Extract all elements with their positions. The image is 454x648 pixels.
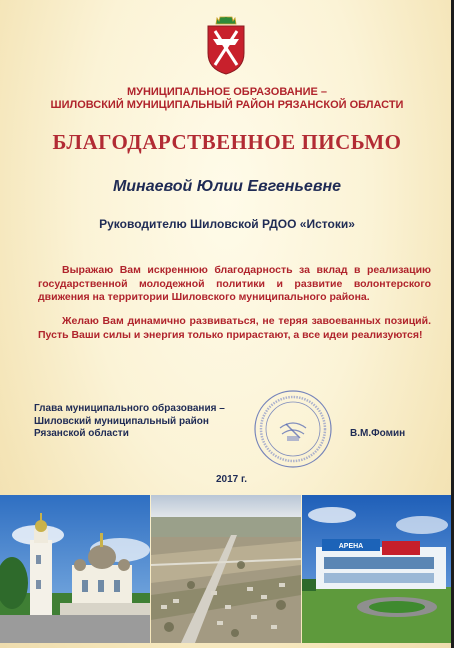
signature-title-line-3: Рязанской области [34,428,129,439]
photo-strip [0,495,451,643]
church-photo [0,495,150,643]
signature-title-line-2: Шиловский муниципальный район [34,415,209,427]
org-line-1: МУНИЦИПАЛЬНОЕ ОБРАЗОВАНИЕ – [126,86,328,98]
body-paragraph-1: Выражаю Вам искреннюю благодарность за вклад в реализацию государственной молодежной политики и развитие волонтерского движения на территории Шиловского муниципального района. [38,264,431,303]
coat-of-arms-icon [205,15,247,75]
document-year: 2017 г. [216,474,247,485]
document-title: БЛАГОДАРСТВЕННОЕ ПИСЬМО [52,130,402,154]
signature-block [34,403,225,441]
arena-sign-text: АРЕНА [338,543,364,550]
signature-title-line-1: Глава муниципального образования – [34,403,225,414]
body-paragraph-2: Желаю Вам динамично развиваться, не теряя завоеванных позиций. Пусть Ваши силы и энергия только прирастают, а все идеи реализуются! [38,315,431,341]
signatory-name: В.М.Фомин [350,428,406,439]
org-line-2: ШИЛОВСКИЙ МУНИЦИПАЛЬНЫЙ РАЙОН РЯЗАНСКОЙ ОБЛАСТИ [50,99,404,111]
recipient-position: Руководителю Шиловской РДОО «Истоки» [99,217,355,231]
official-stamp-icon [252,388,334,470]
aerial-town-photo [151,495,301,643]
arena-building-photo [302,495,451,643]
recipient-name: Минаевой Юлии Евгеньевне [112,178,342,195]
